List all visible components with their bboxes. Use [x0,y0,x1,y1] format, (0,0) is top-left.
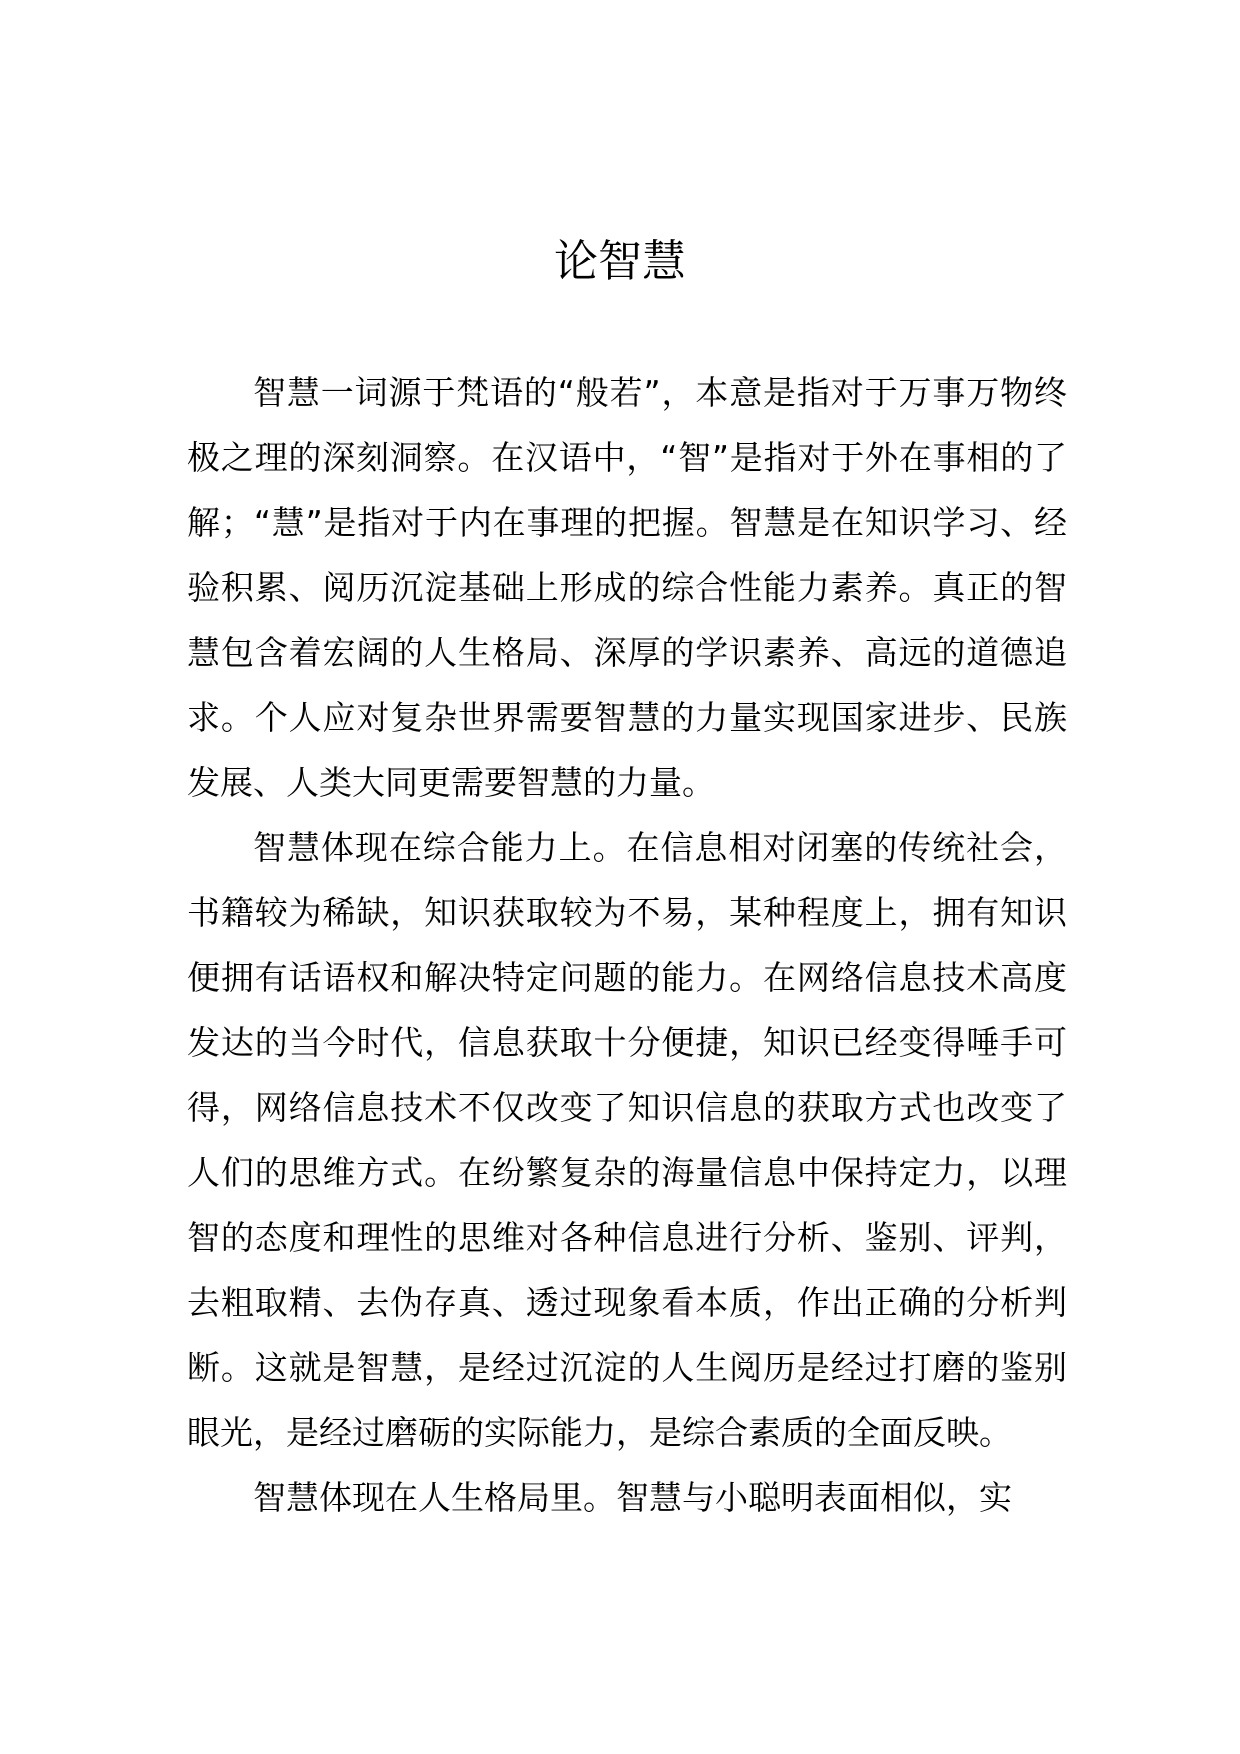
document-body [187,360,1067,1530]
document-title: 论智慧 [554,236,686,287]
paragraph-3: 智慧体现在人生格局里。智慧与小聪明表面相似，实 [253,1478,1012,1517]
paragraph-1: 智慧一词源于梵语的“般若”，本意是指对于万事万物终极之理的深刻洞察。在汉语中，“智”是指对于外在事相的了解；“慧”是指对于内在事理的把握。智慧是在知识学习、经验积累、阅历沉淀基础上形成的综合性能力素养。真正的智慧包含着宏阔的人生格局、深厚的学识素养、高远的道德追求。个人应对复杂世界需要智慧的力量实现国家进步、民族发展、人类大同更需要智慧的力量。 [187,373,1067,802]
paragraph-2: 智慧体现在综合能力上。在信息相对闭塞的传统社会，书籍较为稀缺，知识获取较为不易，某种程度上，拥有知识便拥有话语权和解决特定问题的能力。在网络信息技术高度发达的当今时代，信息获取十分便捷，知识已经变得唾手可得，网络信息技术不仅改变了知识信息的获取方式也改变了人们的思维方式。在纷繁复杂的海量信息中保持定力，以理智的态度和理性的思维对各种信息进行分析、鉴别、评判，去粗取精、去伪存真、透过现象看本质，作出正确的分析判断。这就是智慧，是经过沉淀的人生阅历是经过打磨的鉴别眼光，是经过磨砺的实际能力，是综合素质的全面反映。 [187,828,1067,1452]
